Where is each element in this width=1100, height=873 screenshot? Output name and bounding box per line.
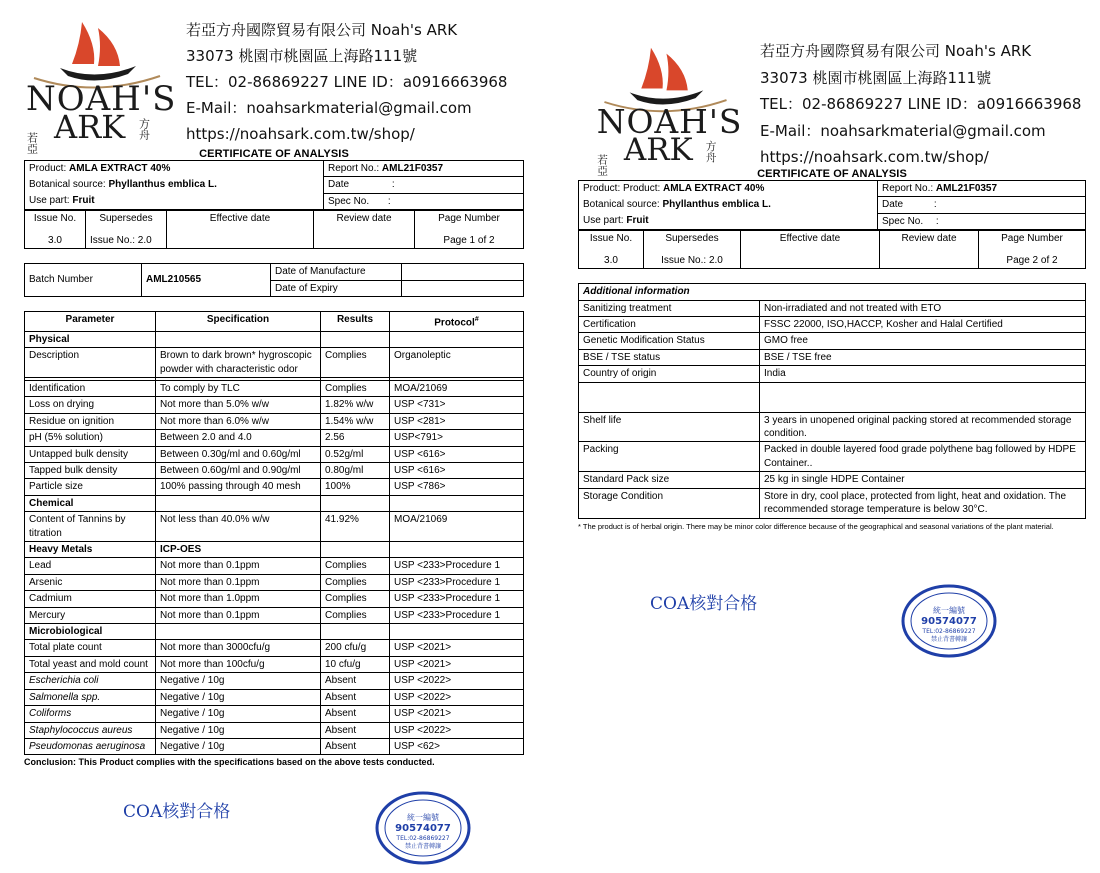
table-cell: Negative / 10g [156, 722, 321, 738]
company-seal [374, 790, 472, 866]
svg-text:若亞: 若亞 [25, 132, 39, 154]
table-cell: Not more than 100cfu/g [156, 656, 321, 672]
test-results-table: Parameter Specification Results Protocol# Physical Description Brown to dark brown* hygroscopic powder with characteristic odor Complies Organoleptic Identification To comply by TLC Complies MOA/21069 Loss on drying Not more than 5.0% w/w 1.82% w/w USP <731> Residue on ignition Not more than 6.0% w/w 1.54% w/w USP <281> pH (5% solution) Between 2.0 and 4.0 2.56 USP<791> Untapped bulk density Between 0.30g/ml and 0.60g/ml 0.52g/ml USP <616> Tapped bulk density Between 0.60g/ml and 0.90g/ml 0.80g/ml USP <616> Particle size 100% passing through 40 mesh 100% USP <786> Chemical Content of Tannins by titration Not less than 40.0% w/w 41.92% MOA/21069 Heavy Metals ICP-OES Lead Not more than 0.1ppm Complies USP <233>Procedure 1 Arsenic Not more than 0.1ppm Complies USP <233>Procedure 1 Cadmium Not more than 1.0ppm Complies USP <233>Procedure 1 Mercury Not more than 0.1ppm Complies USP <233>Procedure 1 Microbiological Total plate count Not more than 3000cfu/g 200 cfu/g USP <2021> Total yeast and mold count Not more than 100cfu/g 10 cfu/g USP <2021> Escherichia coli Negative / 10g Absent USP <2022> Salmonella spp. Negative / 10g Absent USP <2022> Coliforms Negative / 10g Absent USP <2021> Staphylococcus aureus Negative / 10g Absent USP <2022> Pseudomonas aeruginosa Negative / 10g Absent USP <62> [24, 311, 524, 755]
table-cell: USP <2022> [390, 689, 524, 705]
table-row [25, 430, 524, 446]
info-value: Packed in double layered food grade polythene bag followed by HDPE Container.. [760, 442, 1086, 472]
table-cell: USP <233>Procedure 1 [390, 574, 524, 590]
table-row [25, 574, 524, 590]
table-cell: USP <62> [390, 738, 524, 754]
table-cell: Absent [321, 706, 390, 722]
table-row [25, 640, 524, 656]
table-cell: MOA/21069 [390, 380, 524, 396]
list-item [579, 349, 1086, 365]
svg-text:NOAH'S: NOAH'S [596, 102, 743, 141]
svg-text:統一編號: 統一編號 [933, 606, 965, 615]
table-cell: Negative / 10g [156, 673, 321, 689]
certificate-title: CERTIFICATE OF ANALYSIS [757, 168, 907, 180]
table-cell: Salmonella spp. [25, 689, 156, 705]
table-cell: 1.82% w/w [321, 397, 390, 413]
table-cell: Negative / 10g [156, 706, 321, 722]
svg-text:90574077: 90574077 [921, 616, 977, 627]
product-info-table: Product: AMLA EXTRACT 40% Report No.: AML21F0357 Botanical source: Phyllanthus emblica L. Date : Use part: Fruit Spec No. : [24, 160, 524, 210]
footnote: * The product is of herbal origin. There may be minor color difference because of the geographical and seasonal variations of the plant material. [578, 521, 1054, 531]
info-label [579, 382, 760, 412]
section-title: Heavy Metals [25, 542, 156, 558]
table-row [25, 706, 524, 722]
table-cell: USP <786> [390, 479, 524, 495]
svg-text:ARK: ARK [623, 132, 693, 169]
section-title: Chemical [25, 495, 156, 511]
section-title: Physical [25, 331, 156, 347]
info-label: Storage Condition [579, 488, 760, 518]
table-cell: Absent [321, 722, 390, 738]
table-cell: MOA/21069 [390, 512, 524, 542]
table-cell: USP <281> [390, 413, 524, 429]
table-cell: USP <616> [390, 446, 524, 462]
company-name: 若亞方舟國際貿易有限公司 Noah's ARK [760, 42, 1032, 60]
company-seal [900, 583, 998, 659]
info-label: Certification [579, 317, 760, 333]
table-cell: Not more than 0.1ppm [156, 574, 321, 590]
info-label: Sanitizing treatment [579, 300, 760, 316]
product-info-table: Product: Product: AMLA EXTRACT 40% Report No.: AML21F0357 Botanical source: Phyllanthus emblica L. Date : Use part: Fruit Spec No. : [578, 180, 1086, 230]
table-cell: Brown to dark brown* hygroscopic powder with characteristic odor [156, 348, 321, 378]
table-cell: 0.52g/ml [321, 446, 390, 462]
table-cell: 100% [321, 479, 390, 495]
table-cell: Between 0.60g/ml and 0.90g/ml [156, 463, 321, 479]
table-cell: Not more than 0.1ppm [156, 558, 321, 574]
info-value: BSE / TSE free [760, 349, 1086, 365]
table-cell: Particle size [25, 479, 156, 495]
info-label: Shelf life [579, 412, 760, 442]
noahs-ark-logo [594, 40, 743, 176]
table-cell: Absent [321, 689, 390, 705]
table-cell: Between 2.0 and 4.0 [156, 430, 321, 446]
table-cell: USP <2021> [390, 706, 524, 722]
table-row [25, 380, 524, 396]
batch-table: Batch Number AML210565 Date of Manufacture Date of Expiry [24, 263, 524, 297]
table-row [25, 738, 524, 754]
table-cell: Coliforms [25, 706, 156, 722]
issue-table: Issue No. Supersedes Effective date Review date Page Number 3.0 Issue No.: 2.0 Page 2 of 2 [578, 230, 1086, 269]
table-cell: Staphylococcus aureus [25, 722, 156, 738]
table-row [25, 673, 524, 689]
company-name: 若亞方舟國際貿易有限公司 Noah's ARK [186, 21, 458, 39]
info-value: India [760, 366, 1086, 382]
list-item [579, 488, 1086, 518]
table-cell: Tapped bulk density [25, 463, 156, 479]
table-cell: Lead [25, 558, 156, 574]
table-row [25, 397, 524, 413]
table-row [25, 413, 524, 429]
table-cell: 41.92% [321, 512, 390, 542]
company-info [186, 17, 507, 147]
table-cell: Not more than 1.0ppm [156, 591, 321, 607]
section-header-row: Heavy Metals ICP-OES [25, 542, 524, 558]
table-cell: 10 cfu/g [321, 656, 390, 672]
info-value: Non-irradiated and not treated with ETO [760, 300, 1086, 316]
table-cell: Loss on drying [25, 397, 156, 413]
table-cell: Absent [321, 738, 390, 754]
table-cell: Not less than 40.0% w/w [156, 512, 321, 542]
table-row [25, 591, 524, 607]
table-row [25, 463, 524, 479]
table-cell: Negative / 10g [156, 689, 321, 705]
list-item [579, 442, 1086, 472]
company-tel: TEL：02-86869227 LINE ID：a0916663968 [186, 73, 508, 91]
list-item [579, 382, 1086, 412]
table-cell: Not more than 5.0% w/w [156, 397, 321, 413]
section-header-row [25, 331, 524, 347]
info-label: Country of origin [579, 366, 760, 382]
table-row [25, 689, 524, 705]
noahs-ark-logo [24, 14, 177, 154]
list-item [579, 366, 1086, 382]
table-row [25, 512, 524, 542]
table-cell: USP <2022> [390, 673, 524, 689]
table-cell: USP <616> [390, 463, 524, 479]
info-label: Standard Pack size [579, 472, 760, 488]
table-cell: Cadmium [25, 591, 156, 607]
table-cell: 2.56 [321, 430, 390, 446]
company-website[interactable]: https://noahsark.com.tw/shop/ [760, 148, 989, 166]
table-cell: Complies [321, 591, 390, 607]
table-cell: 1.54% w/w [321, 413, 390, 429]
table-cell: Complies [321, 558, 390, 574]
table-cell: Pseudomonas aeruginosa [25, 738, 156, 754]
list-item [579, 412, 1086, 442]
table-cell: Content of Tannins by titration [25, 512, 156, 542]
table-row [25, 479, 524, 495]
svg-text:若亞: 若亞 [596, 154, 610, 176]
issue-table: Issue No. Supersedes Effective date Review date Page Number 3.0 Issue No.: 2.0 Page 1 of 2 [24, 210, 524, 249]
table-cell: Mercury [25, 607, 156, 623]
table-cell: Complies [321, 380, 390, 396]
table-cell: Total yeast and mold count [25, 656, 156, 672]
table-cell: Not more than 0.1ppm [156, 607, 321, 623]
table-cell: 0.80g/ml [321, 463, 390, 479]
info-value [760, 382, 1086, 412]
coa-approved-stamp: COA核對合格 [123, 802, 231, 822]
list-item [579, 333, 1086, 349]
svg-text:TEL:02-86869227: TEL:02-86869227 [396, 835, 450, 842]
table-cell: To comply by TLC [156, 380, 321, 396]
company-website[interactable]: https://noahsark.com.tw/shop/ [186, 125, 415, 143]
svg-text:90574077: 90574077 [395, 823, 451, 834]
table-cell: USP <2021> [390, 640, 524, 656]
table-cell: 100% passing through 40 mesh [156, 479, 321, 495]
table-cell: USP <233>Procedure 1 [390, 558, 524, 574]
table-cell: USP <233>Procedure 1 [390, 591, 524, 607]
svg-text:方舟: 方舟 [704, 140, 718, 163]
table-cell: Untapped bulk density [25, 446, 156, 462]
company-tel: TEL：02-86869227 LINE ID：a0916663968 [760, 95, 1082, 113]
table-cell: Complies [321, 574, 390, 590]
table-cell: Escherichia coli [25, 673, 156, 689]
info-label: Packing [579, 442, 760, 472]
coa-approved-stamp: COA核對合格 [650, 594, 758, 614]
info-value: 25 kg in single HDPE Container [760, 472, 1086, 488]
table-row [25, 607, 524, 623]
info-value: 3 years in unopened original packing stored at recommended storage condition. [760, 412, 1086, 442]
svg-text:禁止背書轉讓: 禁止背書轉讓 [930, 636, 968, 643]
table-cell: USP <2022> [390, 722, 524, 738]
svg-text:TEL:02-86869227: TEL:02-86869227 [922, 628, 976, 635]
table-cell: USP<791> [390, 430, 524, 446]
table-cell: Absent [321, 673, 390, 689]
table-cell: USP <233>Procedure 1 [390, 607, 524, 623]
table-row [25, 656, 524, 672]
company-email: E-Mail：noahsarkmaterial@gmail.com [186, 99, 472, 117]
table-cell: Complies [321, 607, 390, 623]
info-value: FSSC 22000, ISO,HACCP, Kosher and Halal Certified [760, 317, 1086, 333]
company-address: 33073 桃園市桃園區上海路111號 [760, 68, 992, 87]
table-row [25, 348, 524, 378]
table-cell: pH (5% solution) [25, 430, 156, 446]
table-cell: Not more than 3000cfu/g [156, 640, 321, 656]
list-item [579, 300, 1086, 316]
table-cell: Residue on ignition [25, 413, 156, 429]
table-cell: Organoleptic [390, 348, 524, 378]
info-value: Store in dry, cool place, protected from light, heat and oxidation. The recommended storage temperature is below 30°C. [760, 488, 1086, 518]
table-row [25, 558, 524, 574]
table-cell: Identification [25, 380, 156, 396]
table-cell: Between 0.30g/ml and 0.60g/ml [156, 446, 321, 462]
company-email: E-Mail：noahsarkmaterial@gmail.com [760, 121, 1046, 140]
svg-text:禁止背書轉讓: 禁止背書轉讓 [404, 843, 442, 850]
list-item [579, 472, 1086, 488]
list-item [579, 317, 1086, 333]
coa-page-1 [24, 0, 524, 767]
table-cell: Complies [321, 348, 390, 378]
svg-text:統一編號: 統一編號 [407, 813, 439, 822]
table-cell: Arsenic [25, 574, 156, 590]
conclusion: Conclusion: This Product complies with the specifications based on the above tests conducted. [24, 757, 435, 768]
svg-text:方舟: 方舟 [137, 118, 151, 140]
table-cell: USP <731> [390, 397, 524, 413]
table-cell: Not more than 6.0% w/w [156, 413, 321, 429]
table-row [25, 446, 524, 462]
table-cell: USP <2021> [390, 656, 524, 672]
info-label: BSE / TSE status [579, 349, 760, 365]
table-cell: Negative / 10g [156, 738, 321, 754]
additional-info-table: Additional information Sanitizing treatment Non-irradiated and not treated with ETO Certification FSSC 22000, ISO,HACCP, Kosher and Halal Certified Genetic Modification Status GMO free BSE / TSE status BSE / TSE free Country of origin India Shelf life 3 years in unopened original packing stored at recommended storage condition. Packing Packed in double layered food grade polythene bag followed by HDPE Container.. Standard Pack size 25 kg in single HDPE Container Storage Condition Store in dry, cool place, protected from light, heat and oxidation. The recommended storage temperature is below 30°C. [578, 283, 1086, 518]
section-header-row [25, 624, 524, 640]
section-title: Microbiological [25, 624, 156, 640]
table-row [25, 722, 524, 738]
svg-text:ARK: ARK [54, 108, 126, 146]
company-info [760, 38, 1081, 171]
coa-page-2 [578, 0, 1086, 532]
info-label: Genetic Modification Status [579, 333, 760, 349]
section-header-row [25, 495, 524, 511]
table-cell: 200 cfu/g [321, 640, 390, 656]
certificate-title: CERTIFICATE OF ANALYSIS [199, 148, 349, 160]
company-address: 33073 桃園市桃園區上海路111號 [186, 47, 418, 65]
table-cell: Description [25, 348, 156, 378]
info-value: GMO free [760, 333, 1086, 349]
svg-text:NOAH'S: NOAH'S [26, 79, 177, 119]
table-cell: Total plate count [25, 640, 156, 656]
